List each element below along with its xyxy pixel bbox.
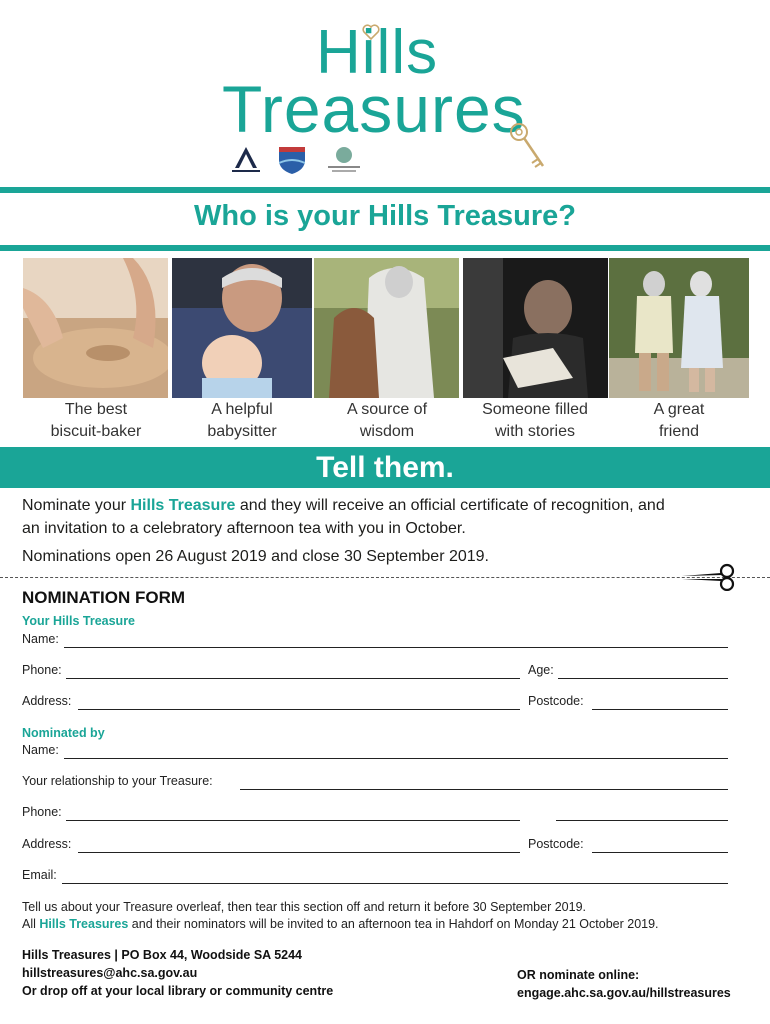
grandfather-baby-photo [172,258,312,398]
page-headline: Who is your Hills Treasure? [194,200,576,232]
caption-1-line1: The best [64,401,128,418]
nominator-name-label: Name: [22,743,59,757]
return-instructions: Tell us about your Treasure overleaf, then tear this section off and return it before 30 September 2019. [22,900,586,914]
caption-3-line1: A source of [346,401,428,418]
mount-barker-logo-icon [322,144,366,176]
form-title: NOMINATION FORM [22,588,186,607]
tear-line [0,577,770,578]
caption-5-line2: friend [658,423,700,440]
elderly-friends-photo [609,258,749,398]
treasure-name-field[interactable] [64,647,728,648]
caption-2-line1: A helpful [211,401,273,418]
online-label: OR nominate online: [517,968,640,982]
postal-address: Hills Treasures | PO Box 44, Woodside SA 5244 [22,948,302,962]
logo-block [0,0,770,190]
dropoff-note: Or drop off at your local library or community centre [22,984,334,998]
nominator-extra-field[interactable] [556,820,728,821]
treasure-address-label: Address: [22,694,72,708]
key-icon [505,118,551,172]
caption-5 [604,399,754,443]
email-field[interactable] [62,883,728,884]
intro-accent: Hills Treasure [130,497,236,514]
baking-photo [23,258,168,398]
caption-4 [460,399,610,443]
top-divider [0,187,770,193]
tea-note-pre: All [22,917,40,931]
reading-man-photo [463,258,608,398]
tea-note-accent: Hills Treasures [39,917,129,931]
logo-hills-text: Hills [316,18,439,87]
intro-line2: an invitation to a celebratory afternoon tea with you in October. [22,520,466,537]
online-url-link[interactable]: engage.ahc.sa.gov.au/hillstreasures [517,986,731,1000]
caption-3 [312,399,462,443]
email-label: Email: [22,868,57,882]
caption-2 [167,399,317,443]
caption-4-line2: with stories [494,423,576,440]
section-nominated-by: Nominated by [22,726,105,740]
caption-1 [21,399,171,443]
nominator-postcode-label: Postcode: [528,837,584,851]
logo-treasures-text: Treasures [222,72,526,146]
relationship-label: Your relationship to your Treasure: [22,774,213,788]
heart-icon [362,24,380,40]
nominator-address-label: Address: [22,837,72,851]
caption-1-line2: biscuit-baker [50,423,142,440]
treasure-age-label: Age: [528,663,554,677]
intro-paragraph [22,494,752,540]
caption-4-line1: Someone filled [482,401,588,418]
treasure-name-label: Name: [22,632,59,646]
relationship-field[interactable] [240,789,728,790]
treasure-postcode-label: Postcode: [528,694,584,708]
caption-2-line2: babysitter [207,423,277,440]
afternoon-tea-note [22,917,762,931]
headline-divider [0,245,770,251]
nominator-address-field[interactable] [78,852,520,853]
scissors-icon [680,563,738,591]
treasure-age-field[interactable] [558,678,728,679]
caption-5-line1: A great [653,401,705,418]
nominator-postcode-field[interactable] [592,852,728,853]
caption-3-line2: wisdom [359,423,415,440]
treasure-phone-field[interactable] [66,678,520,679]
intro-text-post: and they will receive an official certificate of recognition, and [235,497,665,514]
council-logo-icon [228,144,264,176]
tell-them-text: Tell them. [316,451,454,484]
nominator-phone-label: Phone: [22,805,62,819]
section-your-treasure: Your Hills Treasure [22,614,136,628]
nominator-name-field[interactable] [64,758,728,759]
intro-text-pre: Nominate your [22,497,131,514]
region-shield-icon [275,144,309,176]
treasure-address-field[interactable] [78,709,520,710]
nominator-phone-field[interactable] [66,820,520,821]
walking-couple-photo [314,258,459,398]
treasure-postcode-field[interactable] [592,709,728,710]
dates-paragraph: Nominations open 26 August 2019 and close 30 September 2019. [22,548,489,565]
tea-note-post: and their nominators will be invited to an afternoon tea in Hahdorf on Monday 21 October 2019. [128,917,659,931]
treasure-phone-label: Phone: [22,663,62,677]
contact-email[interactable]: hillstreasures@ahc.sa.gov.au [22,966,198,980]
